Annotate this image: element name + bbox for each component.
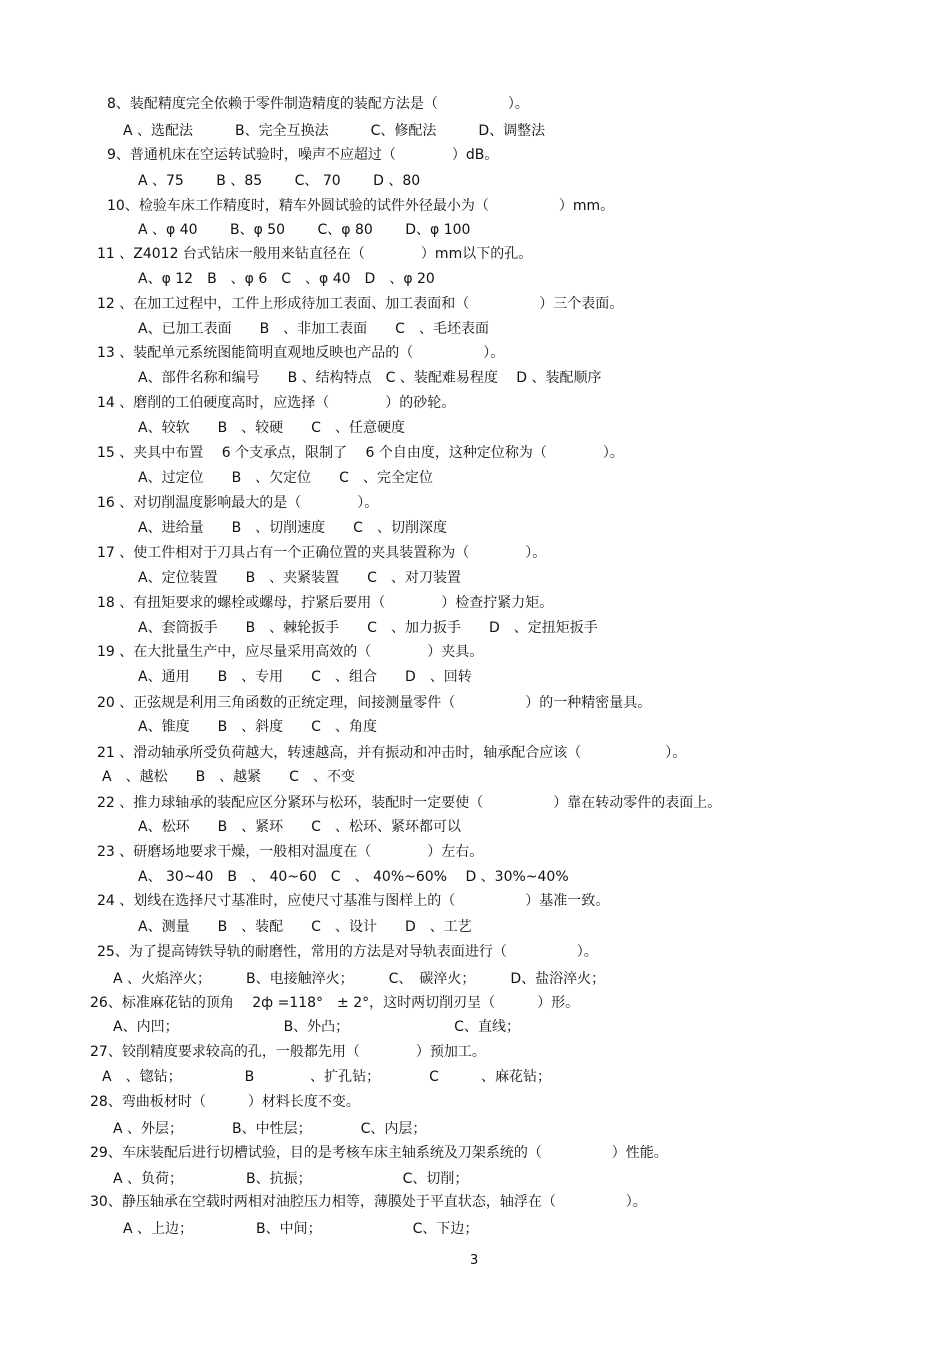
answer-options: A、锥度 B 、斜度 C 、角度 [138, 719, 377, 735]
answer-options: A 、75 B 、85 C、 70 D 、80 [138, 173, 421, 189]
question-text: 29、车床装配后进行切槽试验，目的是考核车床主轴系统及刀架系统的（ ）性能。 [90, 1145, 668, 1161]
answer-options: A、φ 12 B 、φ 6 C 、φ 40 D 、φ 20 [138, 271, 435, 287]
answer-options: A 、火焰淬火； B、电接触淬火； C、 碳淬火； D、盐浴淬火； [113, 971, 606, 987]
question-text: 21 、滑动轴承所受负荷越大，转速越高，并有振动和冲击时，轴承配合应该（ ）。 [97, 745, 687, 761]
question-text: 15 、夹具中布置 6 个支承点，限制了 6 个自由度，这种定位称为（ ）。 [97, 445, 624, 461]
question-text: 20 、正弦规是利用三角函数的正统定理，间接测量零件（ ）的一种精密量具。 [97, 695, 652, 711]
answer-options: A、通用 B 、专用 C 、组合 D 、回转 [138, 669, 472, 685]
answer-options: A、较软 B 、较硬 C 、任意硬度 [138, 420, 405, 436]
answer-options: A 、外层； B、中性层； C、内层； [113, 1121, 427, 1137]
answer-options: A 、φ 40 B、φ 50 C、φ 80 D、φ 100 [138, 222, 471, 238]
question-text: 27、铰削精度要求较高的孔，一般都先用（ ）预加工。 [90, 1044, 486, 1060]
answer-options: A 、锪钻； B 、扩孔钻； C 、麻花钻； [102, 1069, 551, 1085]
question-text: 25、为了提高铸铁导轨的耐磨性，常用的方法是对导轨表面进行（ ）。 [97, 944, 598, 960]
answer-options: A 、负荷； B、抗振； C、切削； [113, 1171, 469, 1187]
answer-options: A、已加工表面 B 、非加工表面 C 、毛坯表面 [138, 321, 489, 337]
answer-options: A、定位装置 B 、夹紧装置 C 、对刀装置 [138, 570, 461, 586]
answer-options: A 、越松 B 、越紧 C 、不变 [102, 769, 355, 785]
question-text: 26、标准麻花钻的顶角 2ф =118° ± 2°，这时两切削刃呈（ ）形。 [90, 995, 580, 1011]
question-text: 18 、有扭矩要求的螺栓或螺母，拧紧后要用（ ）检查拧紧力矩。 [97, 595, 554, 611]
answer-options: A 、上边； B、中间； C、下边； [123, 1221, 479, 1237]
question-text: 22 、推力球轴承的装配应区分紧环与松环，装配时一定要使（ ）靠在转动零件的表面上。 [97, 795, 722, 811]
question-text: 8、装配精度完全依赖于零件制造精度的装配方法是（ ）。 [107, 96, 529, 112]
question-text: 9、普通机床在空运转试验时，噪声不应超过（ ）dB。 [107, 147, 499, 163]
answer-options: A、部件名称和编号 B 、结构特点 C 、装配难易程度 D 、装配顺序 [138, 370, 602, 386]
question-text: 14 、磨削的工伯硬度高时，应选择（ ）的砂轮。 [97, 395, 456, 411]
question-text: 23 、研磨场地要求干燥，一般相对温度在（ ）左右。 [97, 844, 484, 860]
question-text: 17 、使工件相对于刀具占有一个正确位置的夹具装置称为（ ）。 [97, 545, 547, 561]
answer-options: A、内凹； B、外凸； C、直线； [113, 1019, 520, 1035]
question-text: 19 、在大批量生产中，应尽量采用高效的（ ）夹具。 [97, 644, 484, 660]
question-text: 16 、对切削温度影响最大的是（ ）。 [97, 495, 379, 511]
answer-options: A、进给量 B 、切削速度 C 、切削深度 [138, 520, 447, 536]
question-text: 30、静压轴承在空载时两相对油腔压力相等，薄膜处于平直状态，轴浮在（ ）。 [90, 1194, 647, 1210]
question-text: 12 、在加工过程中，工件上形成待加工表面、加工表面和（ ）三个表面。 [97, 296, 624, 312]
question-text: 10、检验车床工作精度时，精车外圆试验的试件外径最小为（ ）mm。 [107, 198, 615, 214]
question-text: 11 、Z4012 台式钻床一般用来钻直径在（ ）mm以下的孔。 [97, 246, 533, 262]
question-text: 13 、装配单元系统图能简明直观地反映也产品的（ ）。 [97, 345, 505, 361]
question-text: 28、弯曲板材时（ ）材料长度不变。 [90, 1094, 360, 1110]
answer-options: A、松环 B 、紧环 C 、松环、紧环都可以 [138, 819, 461, 835]
answer-options: A 、选配法 B、完全互换法 C、修配法 D、调整法 [123, 123, 546, 139]
answer-options: A、 30~40 B 、 40~60 C 、 40%~60% D 、30%~40% [138, 869, 569, 885]
question-text: 24 、划线在选择尺寸基准时，应使尺寸基准与图样上的（ ）基准一致。 [97, 893, 610, 909]
answer-options: A、过定位 B 、欠定位 C 、完全定位 [138, 470, 433, 486]
answer-options: A、测量 B 、装配 C 、设计 D 、工艺 [138, 919, 472, 935]
answer-options: A、套筒扳手 B 、棘轮扳手 C 、加力扳手 D 、定扭矩扳手 [138, 620, 598, 636]
page-number: 3 [470, 1253, 479, 1268]
